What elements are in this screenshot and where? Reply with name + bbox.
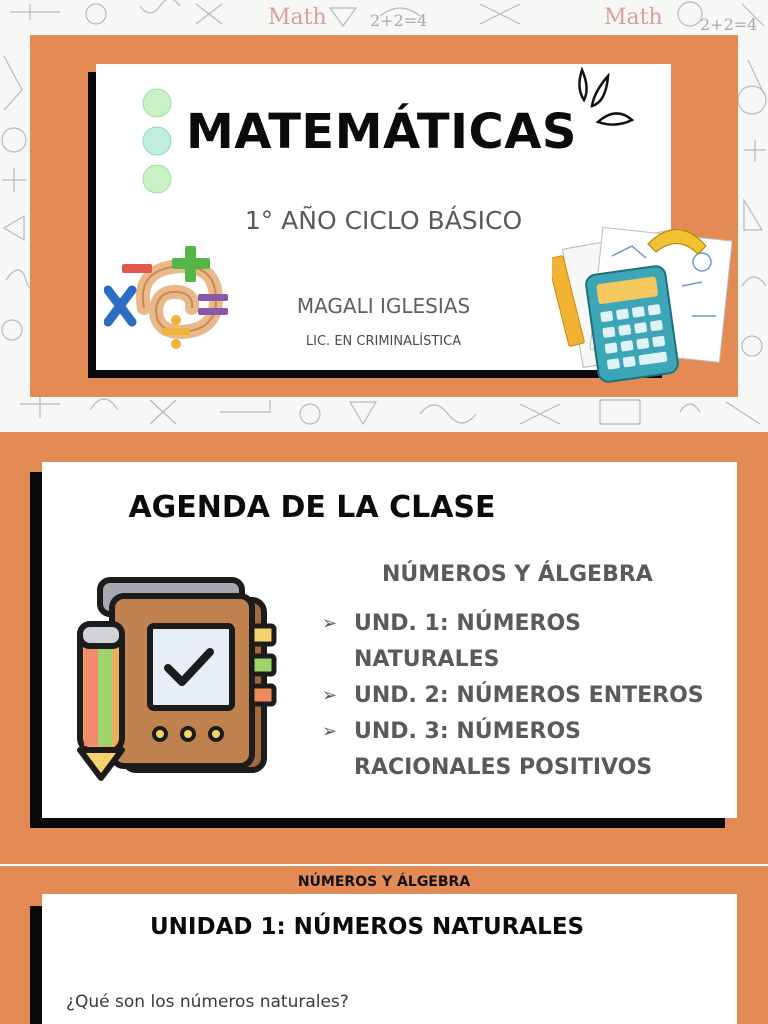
decorative-dots (140, 86, 174, 196)
agenda-item-label: UND. 3: NÚMEROS RACIONALES POSITIVOS (354, 719, 653, 780)
author-role: LIC. EN CRIMINALÍSTICA (305, 334, 462, 349)
doodle-text: Math (268, 5, 327, 30)
doodle-text: 2+2=4 (700, 15, 758, 34)
doodle-text: Math (604, 5, 663, 30)
agenda-section-title: NÚMEROS Y ÁLGEBRA (382, 562, 653, 587)
list-item (322, 606, 722, 678)
arrow-bullet-icon: ➢ (322, 613, 338, 634)
section-kicker: NÚMEROS Y ÁLGEBRA (297, 874, 471, 890)
title-slide (0, 0, 768, 432)
author-name: MAGALI IGLESIAS (296, 294, 471, 318)
agenda-item-label: UND. 1: NÚMEROS NATURALES (354, 611, 582, 672)
unit-question: ¿Qué son los números naturales? (66, 992, 349, 1012)
calculator-icon (552, 216, 732, 384)
agenda-slide (0, 432, 768, 864)
agenda-item-label: UND. 2: NÚMEROS ENTEROS (354, 683, 704, 708)
unit-slide (0, 866, 768, 1024)
course-subtitle: 1° AÑO CICLO BÁSICO (244, 206, 523, 235)
pencil-icon (80, 624, 122, 778)
page-title: MATEMÁTICAS (186, 104, 577, 160)
arrow-bullet-icon: ➢ (322, 685, 338, 706)
arrow-bullet-icon: ➢ (322, 721, 338, 742)
list-item (322, 678, 722, 714)
unit-title: UNIDAD 1: NÚMEROS NATURALES (150, 914, 585, 940)
splash-icon (568, 66, 638, 136)
doodle-text: 2+2=4 (370, 11, 428, 30)
agenda-title: AGENDA DE LA CLASE (128, 490, 496, 525)
notebook-checklist-icon (72, 572, 282, 782)
list-item (322, 714, 722, 786)
agenda-list (322, 606, 722, 786)
